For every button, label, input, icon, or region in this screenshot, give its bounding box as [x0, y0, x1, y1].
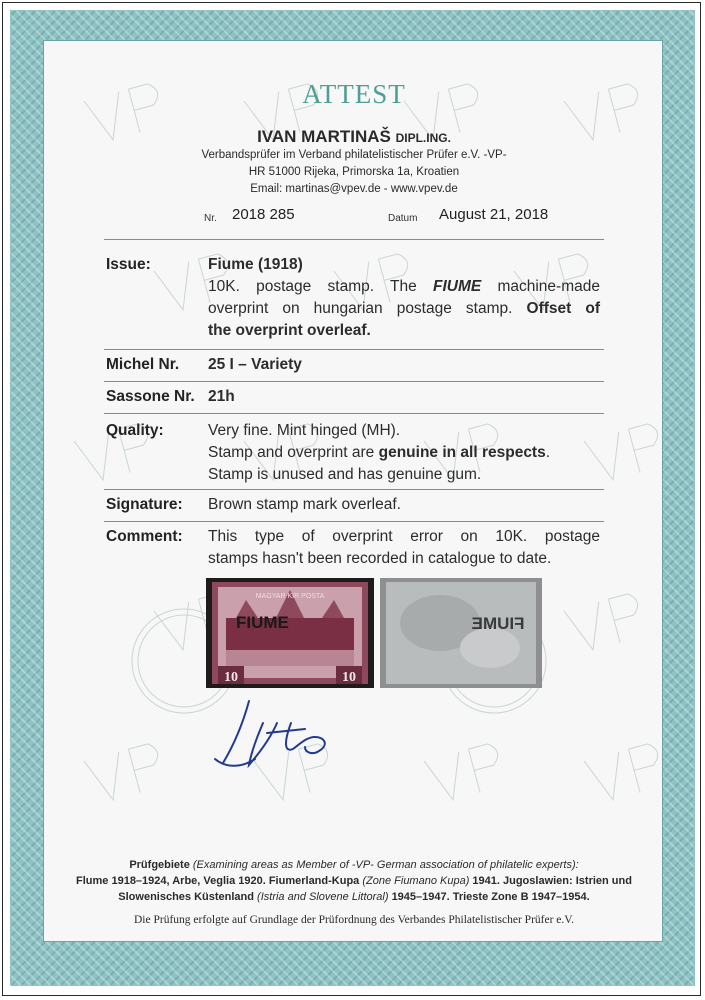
quality-line-3: Stamp is unused and has genuine gum. [208, 466, 482, 483]
separator [104, 521, 604, 522]
footer-1b: (Examining areas as Member of -VP- German association of philatelic experts): [192, 859, 579, 871]
stamp-back-photo [380, 578, 542, 688]
quality-line-2a: Stamp and overprint are [208, 444, 375, 461]
certificate-nr-value: 2018 285 [232, 206, 295, 223]
examiner-contact: Email: martinas@vpev.de - www.vpev.de [250, 183, 458, 195]
issue-title: Fiume (1918) [208, 256, 303, 273]
examiner-name-text: IVAN MARTINAŠ [257, 127, 391, 146]
separator [104, 413, 604, 414]
separator [104, 489, 604, 490]
quality-label: Quality: [106, 422, 164, 439]
footer-2c: 1941. Jugoslawien: Istrien und [472, 875, 632, 887]
issue-line-1a: 10K. postage stamp. The [208, 278, 417, 295]
footer-2b: (Zone Fiumano Kupa) [362, 875, 470, 887]
footer-3b: (Istria and Slovene Littoral) [257, 891, 389, 903]
certificate-nr-label: Nr. [204, 213, 217, 224]
footer-line-4: Die Prüfung erfolgte auf Grundlage der Prüfordnung des Verbandes Philatelistischer Prüfer e.V. [134, 914, 574, 926]
footer-line-3 [44, 891, 663, 903]
comment-line-1: This type of overprint error on 10K. postage [208, 528, 600, 545]
stamp-denom-right: 10 [342, 670, 356, 685]
issue-line-1 [208, 276, 600, 298]
examiner-degree: DIPL.ING. [395, 131, 451, 145]
footer-line-2 [44, 875, 663, 887]
issue-line-1c: machine-made [497, 278, 600, 295]
signature-label: Signature: [106, 496, 183, 513]
examiner-signature [209, 693, 349, 778]
issue-line-2b: Offset of [526, 300, 600, 317]
sassone-label: Sassone Nr. [106, 388, 195, 405]
issue-value [208, 254, 600, 342]
separator [104, 239, 604, 240]
stamp-banner: MAGYAR KIR POSTA [255, 593, 325, 600]
quality-line-2 [208, 442, 600, 464]
issue-label: Issue: [106, 256, 151, 273]
comment-value [208, 526, 600, 570]
certificate-date-label: Datum [388, 213, 418, 224]
stamp-overprint: FIUME [236, 613, 289, 632]
stamp-front-photo [206, 578, 374, 688]
issue-line-2a: overprint on hungarian postage stamp. [208, 300, 513, 317]
michel-value: 25 I – Variety [208, 356, 302, 373]
certificate-paper [43, 40, 663, 942]
signature-value: Brown stamp mark overleaf. [208, 496, 401, 513]
footer-2a: Flume 1918–1924, Arbe, Veglia 1920. Fiumerland-Kupa [76, 875, 360, 887]
examiner-name [44, 127, 663, 147]
footer-3a: Slowenisches Küstenland [118, 891, 254, 903]
separator [104, 349, 604, 350]
issue-line-3: the overprint overleaf. [208, 322, 371, 339]
quality-line-2c: . [545, 444, 551, 461]
comment-line-2: stamps hasn't been recorded in catalogue to date. [208, 550, 552, 567]
sassone-value: 21h [208, 388, 235, 405]
stamp-offset-text: FIUME [471, 614, 525, 633]
comment-label: Comment: [106, 528, 183, 545]
certificate-date-value: August 21, 2018 [439, 206, 549, 223]
separator [104, 381, 604, 382]
michel-label: Michel Nr. [106, 356, 180, 373]
quality-line-1: Very fine. Mint hinged (MH). [208, 422, 401, 439]
stamp-front-image [206, 578, 374, 688]
issue-fiume: FIUME [432, 278, 482, 295]
attest-title: ATTEST [302, 79, 406, 109]
stamp-back-image [380, 578, 542, 688]
footer-1a: Prüfgebiete [129, 859, 190, 871]
stamp-denom-left: 10 [224, 670, 238, 685]
footer-3c: 1945–1947. Trieste Zone B 1947–1954. [391, 891, 590, 903]
examiner-association: Verbandsprüfer im Verband philatelistischer Prüfer e.V. -VP- [201, 149, 507, 161]
examiner-address: HR 51000 Rijeka, Primorska 1a, Kroatien [248, 166, 460, 178]
quality-value [208, 420, 600, 486]
quality-line-2b: genuine in all respects [378, 444, 546, 461]
issue-line-2 [208, 298, 600, 320]
footer-line-1 [44, 859, 663, 871]
